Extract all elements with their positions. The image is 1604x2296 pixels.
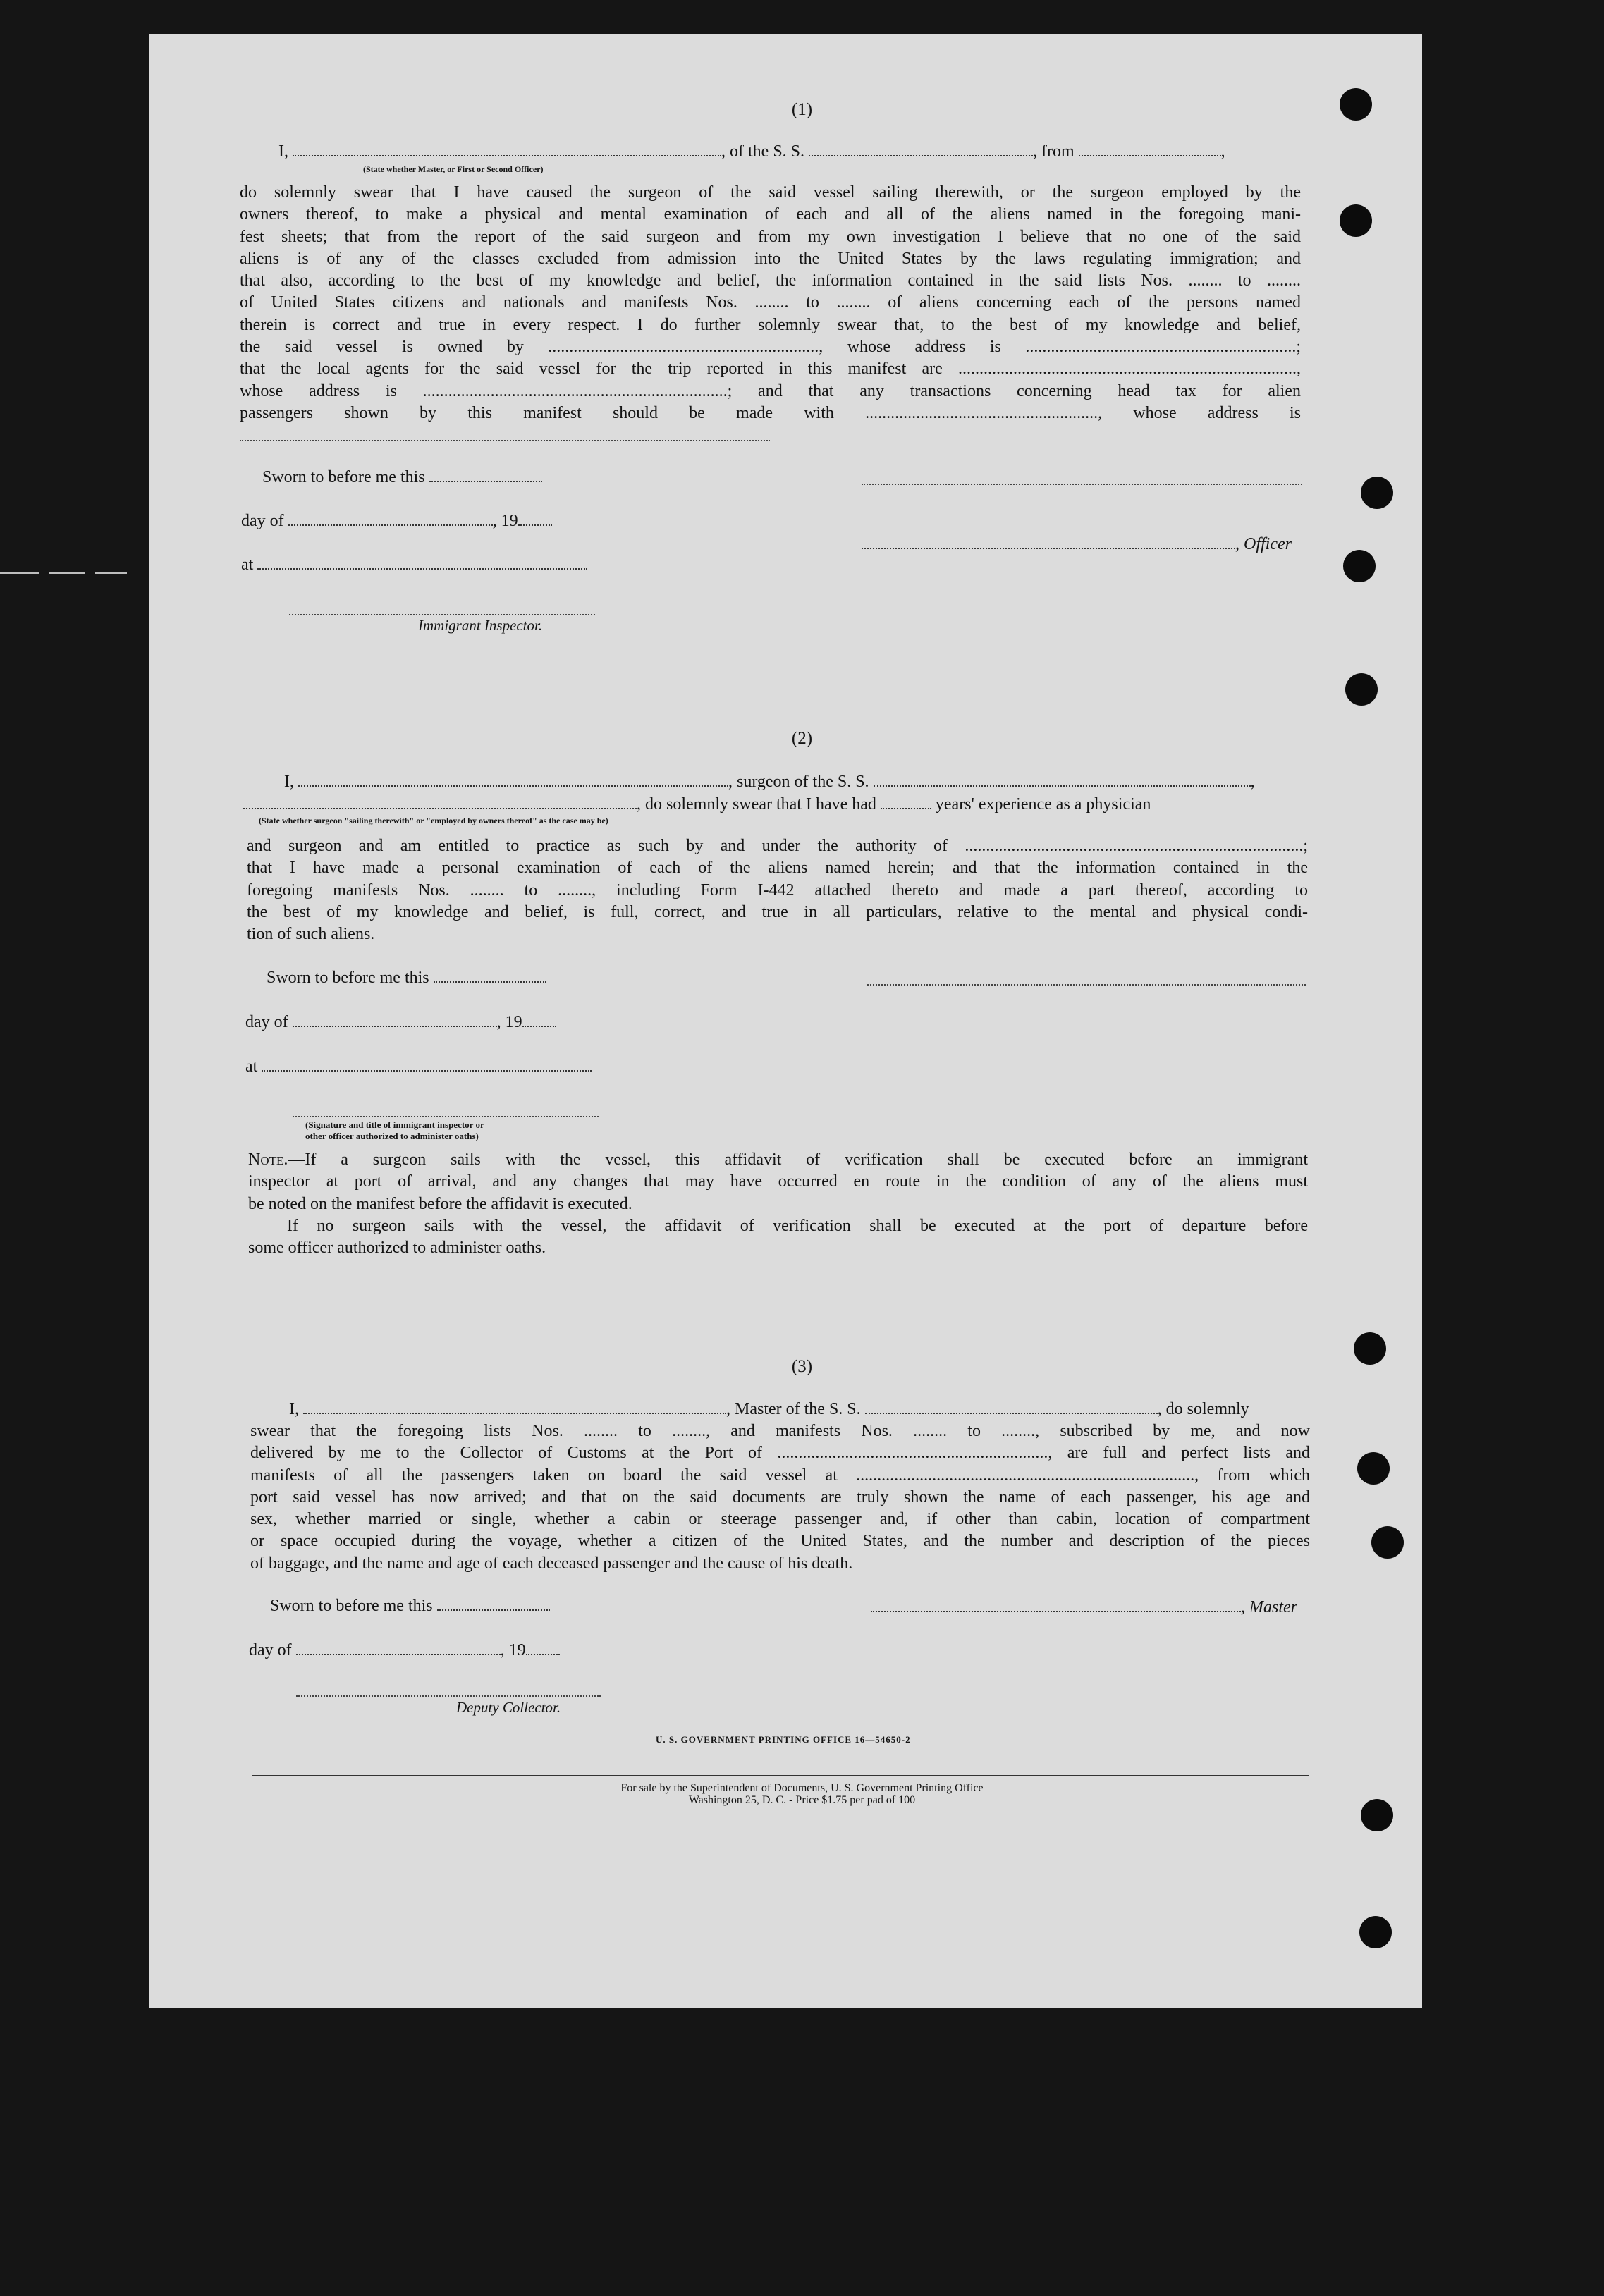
oath-i: I, (278, 142, 288, 161)
section-2-oath-line (284, 771, 1255, 792)
paragraph-line: inspector at port of arrival, and any changes that may have occurred en route in the condition of any of the aliens must (248, 1172, 1308, 1191)
note-paragraph (248, 1149, 1308, 1259)
gpo-imprint: U. S. GOVERNMENT PRINTING OFFICE 16—54650-2 (656, 1734, 911, 1745)
punch-hole (1343, 550, 1376, 582)
paragraph-line: passengers shown by this manifest should be made with ......................................................., whose address is (240, 403, 1301, 422)
punch-hole (1361, 477, 1393, 509)
sworn-label: Sworn to before me this (267, 969, 429, 987)
month-blank[interactable] (288, 510, 493, 526)
surgeon-label: , surgeon of the S. S. (728, 773, 869, 791)
paragraph-line: foregoing manifests Nos. ........ to ........, including Form I-442 attached thereto and made a part thereof, according to (247, 880, 1308, 900)
punch-hole (1371, 1526, 1404, 1559)
sworn-line (270, 1595, 550, 1616)
signature-note-2: other officer authorized to administer oaths) (305, 1131, 479, 1141)
paragraph-line: that also, according to the best of my knowledge and belief, the information contained in the said lists Nos. ........ to ........ (240, 271, 1301, 290)
day-of-line (249, 1640, 560, 1661)
year-blank[interactable] (522, 1012, 556, 1027)
at-label: at (241, 555, 254, 574)
officer-note: (State whether Master, or First or Second Officer) (363, 164, 544, 174)
paragraph-line: tion of such aliens. (247, 925, 375, 944)
collector-label: Deputy Collector. (456, 1699, 561, 1716)
year-label: , 19 (500, 1641, 526, 1659)
officer-signature-line (862, 534, 1292, 555)
paragraph-line: aliens is of any of the classes excluded from admission into the United States by the laws regulating immigration; and (240, 249, 1301, 268)
at-label: at (245, 1057, 258, 1076)
paragraph-line: If no surgeon sails with the vessel, the affidavit of verification shall be executed at the port of departure before (287, 1216, 1308, 1235)
paragraph-line: the said vessel is owned by ................................................................, whose address is ................................................................; (240, 338, 1301, 357)
section-1-paragraph (240, 182, 1301, 424)
month-blank[interactable] (296, 1640, 501, 1655)
master-label: , Master of the S. S. (726, 1400, 861, 1418)
place-blank[interactable] (262, 1056, 592, 1072)
day-of-label: day of (241, 512, 284, 530)
oath-i: I, (289, 1400, 299, 1418)
paragraph-line: delivered by me to the Collector of Customs at the Port of ................................................................, are full and perfect lists and (250, 1444, 1310, 1463)
officer-name-blank[interactable] (293, 141, 721, 156)
surgeon-status-blank[interactable] (243, 794, 637, 809)
officer-label: , Officer (1235, 535, 1292, 553)
paragraph-line: sex, whether married or single, whether a cabin or steerage passenger and, if other than cabin, location of compartment (250, 1510, 1310, 1529)
paragraph-line: therein is correct and true in every respect. I do further solemnly swear that, to the best of my knowledge and belief, (240, 315, 1301, 334)
section-3-number: (3) (791, 1357, 813, 1376)
master-signature-blank[interactable] (871, 1597, 1241, 1612)
punch-hole (1345, 673, 1378, 706)
margin-dash (95, 572, 127, 574)
sworn-label: Sworn to before me this (262, 468, 425, 486)
surgeon-signature-blank[interactable] (867, 984, 1306, 986)
paragraph-line: of baggage, and the name and age of each deceased passenger and the cause of his death. (250, 1554, 853, 1573)
inspector-label: Immigrant Inspector. (418, 617, 543, 634)
paragraph-line: port said vessel has now arrived; and that on the said documents are truly shown the name of each passenger, his age and (250, 1487, 1310, 1506)
year-blank[interactable] (518, 510, 552, 526)
surgeon-name-blank[interactable] (298, 771, 728, 787)
inspector-signature-blank[interactable] (289, 614, 595, 615)
section-2-paragraph (247, 835, 1308, 945)
years-label: years' experience as a physician (935, 795, 1151, 814)
sworn-day-blank[interactable] (434, 967, 546, 983)
day-of-label: day of (245, 1013, 288, 1031)
paragraph-line: be noted on the manifest before the affidavit is executed. (248, 1194, 632, 1213)
section-2-number: (2) (791, 729, 813, 748)
margin-dash (49, 572, 85, 574)
paragraph-line: of United States citizens and nationals and manifests Nos. ........ to ........ of aliens concerning each of the persons named (240, 293, 1301, 312)
master-signature-line (871, 1597, 1297, 1618)
paragraph-line: or space occupied during the voyage, whether a citizen of the United States, and the number and description of the pieces (250, 1532, 1310, 1551)
section-3-paragraph (250, 1420, 1310, 1575)
paragraph-line: whose address is ........................................................................; and that any transactions concerning head tax for alien (240, 381, 1301, 400)
paragraph-line: and surgeon and am entitled to practice as such by and under the authority of ................................................................................; (247, 837, 1308, 855)
punch-hole (1340, 204, 1372, 237)
departure-port-blank[interactable] (1079, 141, 1221, 156)
punch-hole (1357, 1452, 1390, 1485)
paragraph-line: owners thereof, to make a physical and mental examination of each and all of the aliens named in the foregoing mani- (240, 205, 1301, 224)
sworn-day-blank[interactable] (437, 1595, 550, 1611)
day-of-label: day of (249, 1641, 292, 1659)
inspector-signature-blank[interactable] (293, 1116, 599, 1117)
vessel-name-blank[interactable] (874, 771, 1251, 787)
at-line (245, 1056, 592, 1077)
paragraph-line: swear that the foregoing lists Nos. ........ to ........, and manifests Nos. ........ to ........, subscribed by me, and now (250, 1422, 1310, 1440)
master-name-blank[interactable] (303, 1399, 726, 1414)
signature-blank[interactable] (862, 484, 1302, 485)
address-continuation-blank[interactable] (240, 440, 770, 441)
paragraph-line: the best of my knowledge and belief, is full, correct, and true in all particulars, relative to the mental and physical condi- (247, 902, 1308, 921)
sworn-label: Sworn to before me this (270, 1597, 433, 1615)
vessel-name-blank[interactable] (809, 141, 1033, 156)
section-3-oath-line (289, 1399, 1249, 1420)
note-label: Note. (248, 1150, 288, 1169)
year-label: , 19 (496, 1013, 522, 1031)
note-text: —If a surgeon sails with the vessel, this affidavit of verification shall be executed before an immigrant (288, 1150, 1308, 1169)
master-signature-label: , Master (1241, 1598, 1297, 1616)
sworn-line (267, 967, 546, 988)
signature-note-1: (Signature and title of immigrant inspector or (305, 1119, 484, 1130)
paragraph-line: that I have made a personal examination of each of the aliens named herein; and that the information contained in the (247, 859, 1308, 878)
margin-dash (0, 572, 39, 574)
month-blank[interactable] (293, 1012, 497, 1027)
sworn-line (262, 467, 542, 488)
paragraph-line: fest sheets; that from the report of the said surgeon and from my own investigation I believe that no one of the said (240, 227, 1301, 246)
year-blank[interactable] (526, 1640, 560, 1655)
paragraph-line: some officer authorized to administer oaths. (248, 1239, 546, 1258)
section-2-second-line (243, 794, 1151, 815)
surgeon-note: (State whether surgeon "sailing therewith" or "employed by owners thereof" as the case may be) (259, 816, 608, 825)
year-label: , 19 (492, 512, 518, 530)
paragraph-line: that the local agents for the said vessel for the trip reported in this manifest are ................................................................................, (240, 360, 1301, 379)
punch-hole (1359, 1916, 1392, 1948)
day-of-line (241, 510, 552, 532)
sale-notice-1: For sale by the Superintendent of Documents, U. S. Government Printing Office (620, 1782, 984, 1794)
sworn-day-blank[interactable] (429, 467, 542, 482)
place-blank[interactable] (257, 554, 587, 570)
paragraph-line: do solemnly swear that I have caused the surgeon of the said vessel sailing therewith, or the surgeon employed by the (240, 183, 1301, 202)
do-solemnly-label: , do solemnly (1157, 1400, 1249, 1418)
officer-signature-blank[interactable] (862, 534, 1235, 549)
footer-rule (252, 1775, 1309, 1776)
vessel-name-blank[interactable] (865, 1399, 1158, 1414)
solemnly-label: , do solemnly swear that I have had (637, 795, 876, 814)
sale-notice-2: Washington 25, D. C. - Price $1.75 per pad of 100 (688, 1794, 916, 1806)
at-line (241, 554, 587, 575)
section-1-number: (1) (791, 100, 813, 119)
section-1-oath-line (278, 141, 1225, 162)
paragraph-line: manifests of all the passengers taken on board the said vessel at ................................................................................, from which (250, 1466, 1310, 1485)
day-of-line (245, 1012, 556, 1033)
years-blank[interactable] (881, 794, 931, 809)
from-label: , from (1033, 142, 1075, 161)
of-the-ss-label: , of the S. S. (721, 142, 805, 161)
comma: , (1220, 142, 1225, 161)
paragraph-line (248, 1149, 1308, 1171)
comma: , (1250, 773, 1255, 791)
oath-i: I, (284, 773, 294, 791)
collector-signature-blank[interactable] (296, 1695, 601, 1697)
